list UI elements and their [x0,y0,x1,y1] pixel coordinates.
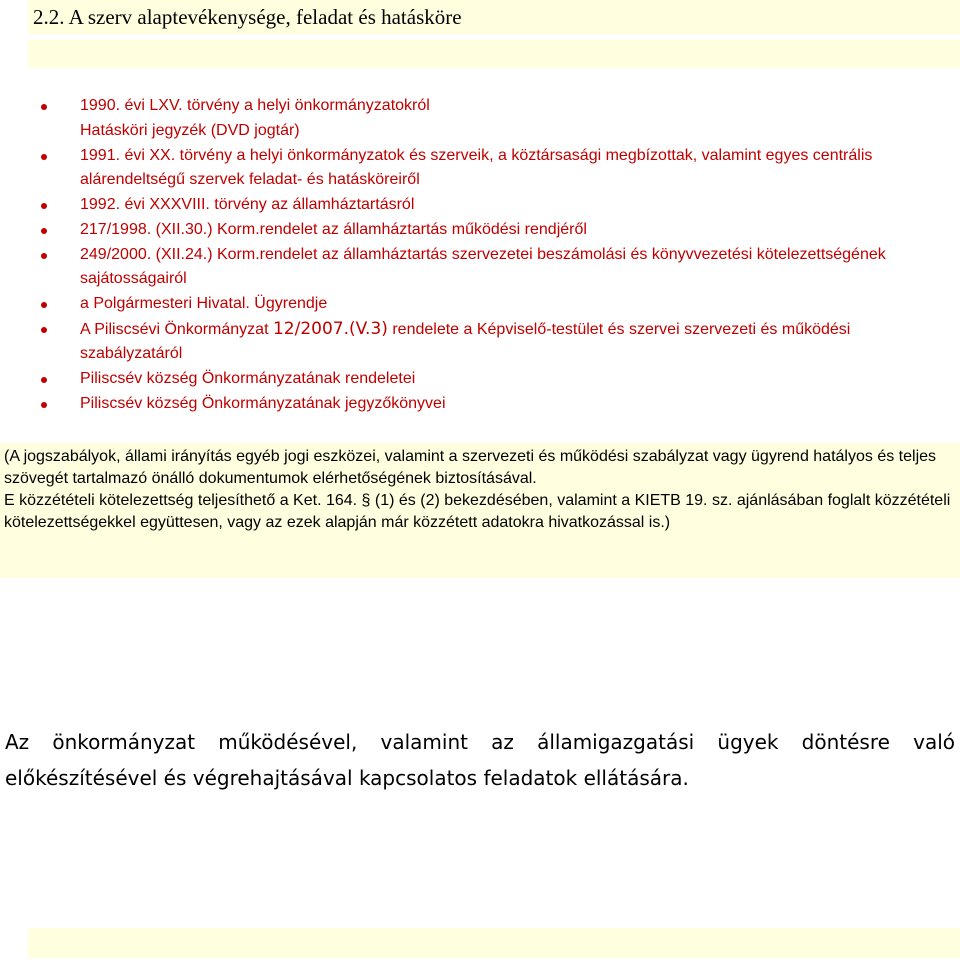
bullet-icon [41,327,47,333]
bullet-icon [41,253,47,259]
bullet-icon [41,203,47,209]
list-item-text: Hatásköri jegyzék (DVD jogtár) [80,122,300,139]
list-item [0,94,960,118]
list-item [0,218,960,242]
bullet-icon [41,377,47,383]
list-item-text: a Polgármesteri Hivatal. Ügyrendje [80,295,328,312]
list-item [0,292,960,316]
bullet-icon [41,302,47,308]
list-item-text: Piliscsév község Önkormányzatának jegyzőkönyvei [80,395,446,412]
list-item-text: 1990. évi LXV. törvény a helyi önkormányzatokról [80,97,430,114]
bullet-icon [41,104,47,110]
list-item [0,144,960,192]
bullet-icon [41,154,47,160]
list-item-text-pre: A Piliscsévi Önkormányzat [80,321,273,338]
list-item-text: Piliscsév község Önkormányzatának rendeletei [80,370,416,387]
list-item [0,119,960,143]
list-item-text-post: rendelete a Képviselő-testület és szervei szervezeti és működési szabályzatáról [80,321,851,362]
closing-paragraph [5,724,955,796]
legal-sources-list [0,94,960,416]
regulation-number: 12/2007.(V.3) [272,319,388,339]
list-item-text: 1992. évi XXXVIII. törvény az államháztartásról [80,196,415,213]
note-paragraph [4,446,958,534]
list-item [0,193,960,217]
bullet-icon [41,228,47,234]
list-item-text: 1991. évi XX. törvény a helyi önkormányzatok és szerveik, a köztársasági megbízottak, valamint egyes centrális alárendeltségű szervek feladat- és hatásköreiről [80,147,873,188]
highlight-band-top [28,40,960,68]
list-item-text: 217/1998. (XII.30.) Korm.rendelet az államháztartás működési rendjéről [80,221,587,238]
list-item-text: 249/2000. (XII.24.) Korm.rendelet az államháztartás szervezetei beszámolási és könyvvezetési kötelezettségének sajátosságairól [80,246,886,287]
closing-line-2: előkészítésével és végrehajtásával kapcsolatos feladatok ellátására. [5,766,689,790]
section-title: 2.2. A szerv alaptevékenysége, feladat és hatásköre [33,5,462,29]
list-item [0,317,960,366]
note-line-1: (A jogszabályok, állami irányítás egyéb jogi eszközei, valamint a szervezeti és működési szabályzat vagy ügyrend hatályos és teljes szövegét tartalmazó önálló dokumentumok elérhetőségének biztosításával. [4,448,937,487]
list-item [0,243,960,291]
list-item [0,367,960,391]
list-item [0,392,960,416]
note-line-2: E közzétételi kötelezettség teljesíthető a Ket. 164. § (1) és (2) bekezdésében, valamint a KIETB 19. sz. ajánlásában foglalt közzétételi kötelezettségekkel együttesen, vagy az ezek alapján már közzétett adatokra hivatkozással is.) [4,492,951,531]
bullet-icon [41,402,47,408]
highlight-band-bottom [28,928,960,958]
closing-line-1: Az önkormányzat működésével, valamint az államigazgatási ügyek döntésre való [5,730,955,754]
